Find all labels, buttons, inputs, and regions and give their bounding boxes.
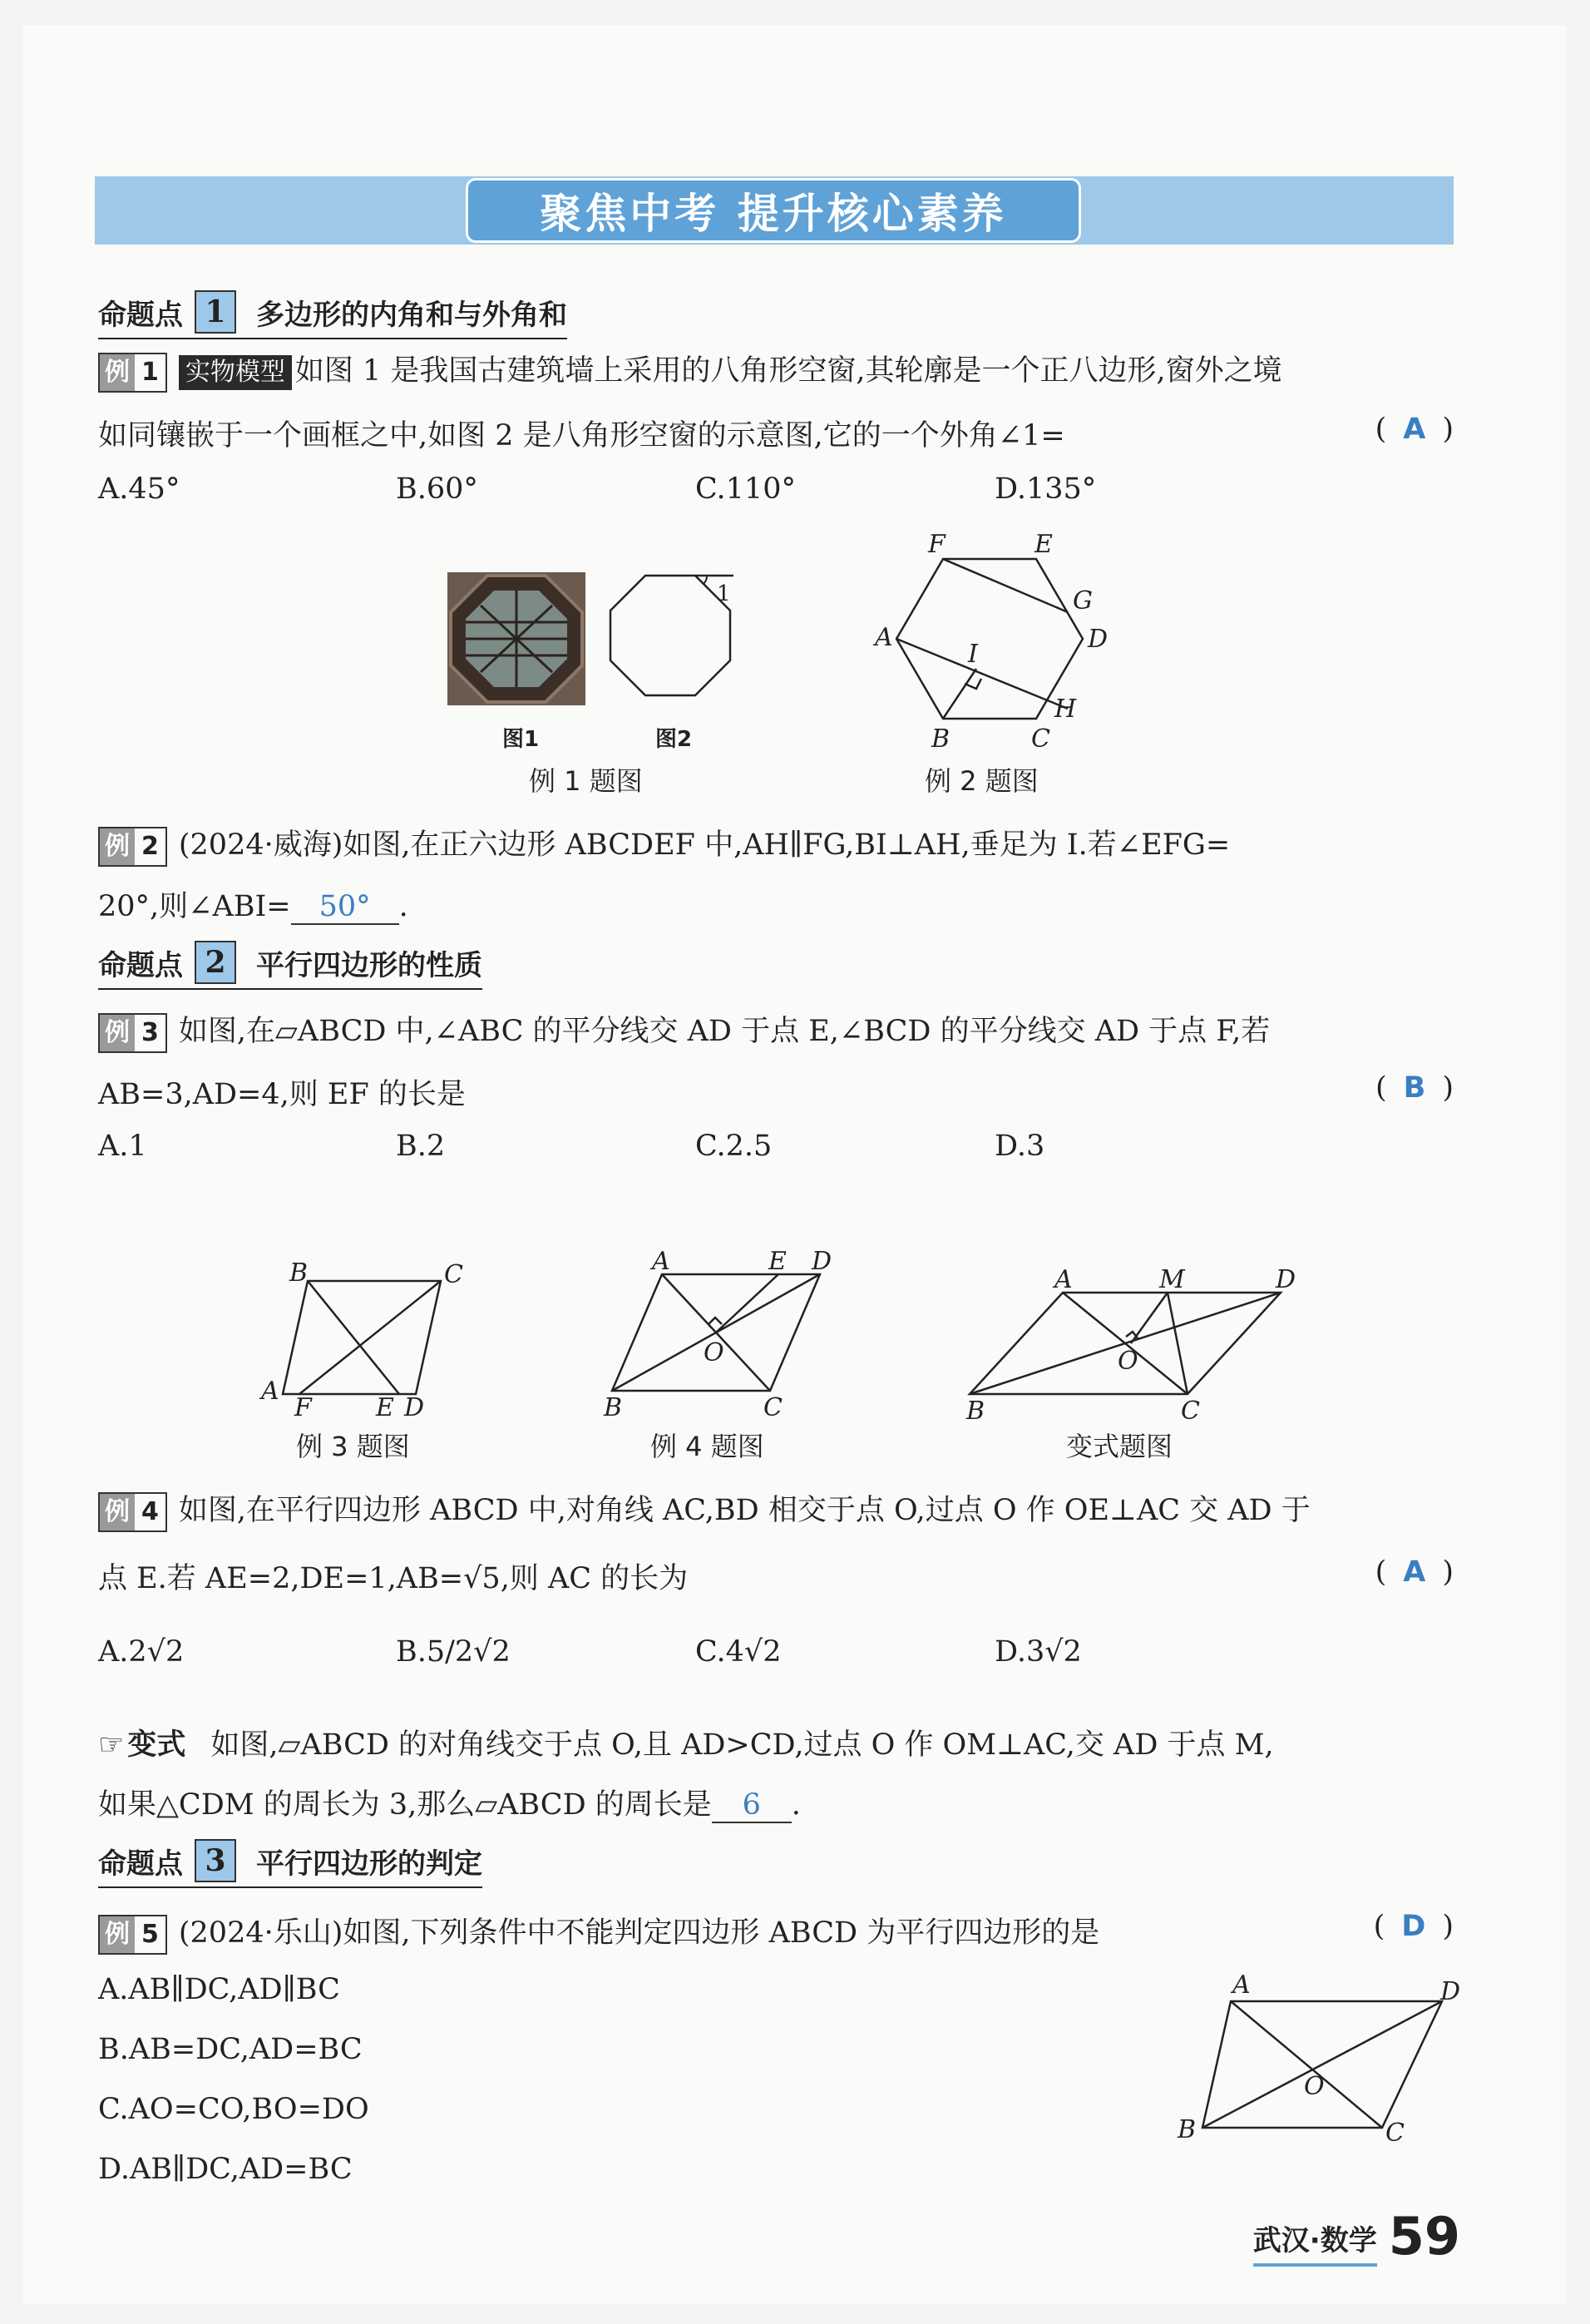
example-badge-number: 3 <box>141 1017 159 1047</box>
svg-text:C: C <box>763 1393 783 1422</box>
example-4-line-1 <box>98 1487 1311 1532</box>
page-footer <box>1253 2206 1460 2267</box>
example-1-answer: ( A ) <box>1375 413 1454 446</box>
svg-text:C: C <box>444 1260 463 1289</box>
topic-number: 3 <box>195 1839 236 1882</box>
example-badge-label: 例 <box>100 1494 135 1530</box>
example-2-line-1 <box>98 822 1230 867</box>
svg-text:O: O <box>1118 1347 1138 1376</box>
topic-prefix: 命题点 <box>98 298 183 332</box>
example-text: AB=3,AD=4,则 EF 的长是 <box>98 1078 466 1111</box>
example-4-line-2 <box>98 1555 688 1597</box>
example-badge <box>98 1492 167 1532</box>
answer-blank: 6 <box>712 1788 792 1823</box>
topic-heading-2 <box>98 937 482 990</box>
example-text: 点 E.若 AE=2,DE=1,AB=√5,则 AC 的长为 <box>98 1562 689 1595</box>
section-banner-title: 聚焦中考 提升核心素养 <box>540 190 1007 238</box>
svg-text:C: C <box>1181 1397 1200 1422</box>
svg-text:B: B <box>966 1397 985 1422</box>
option-c: C.110° <box>695 472 796 506</box>
option-a: A.2√2 <box>98 1635 185 1669</box>
example-1-caption: 例 1 题图 <box>529 765 643 797</box>
example-badge <box>98 1915 167 1955</box>
footer-label: 武汉·数学 <box>1253 2218 1377 2267</box>
option-d: D.3√2 <box>995 1635 1082 1669</box>
example-badge <box>98 1013 167 1053</box>
example-3-diagram <box>249 1256 482 1422</box>
example-badge <box>98 827 167 867</box>
topic-prefix: 命题点 <box>98 1847 183 1881</box>
topic-title: 平行四边形的性质 <box>256 948 482 982</box>
svg-text:A: A <box>261 1377 279 1406</box>
option-a: A.45° <box>98 472 180 506</box>
example-4-diagram <box>590 1243 848 1426</box>
label-b: B <box>931 724 951 754</box>
page-number: 59 <box>1388 2206 1460 2267</box>
example-3-answer: ( B ) <box>1375 1071 1454 1105</box>
octagon-window-photo <box>447 572 585 705</box>
example-3-line-2 <box>98 1071 466 1113</box>
example-4-caption: 例 4 题图 <box>650 1431 764 1462</box>
svg-text:C: C <box>1385 2119 1405 2146</box>
example-text: 如图 1 是我国古建筑墙上采用的八角形空窗,其轮廓是一个正八边形,窗外之境 <box>294 354 1282 388</box>
variant-line-2: 如果△CDM 的周长为 3,那么▱ABCD 的周长是 6 . <box>98 1788 801 1822</box>
example-badge-label: 例 <box>100 1916 135 1953</box>
example-5-answer: ( D ) <box>1373 1910 1454 1943</box>
section-banner-title-box <box>466 178 1081 243</box>
example-text: 如同镶嵌于一个画框之中,如图 2 是八角形空窗的示意图,它的一个外角∠1= <box>98 419 1065 452</box>
svg-text:E: E <box>768 1247 787 1276</box>
example-text: 如图,在平行四边形 ABCD 中,对角线 AC,BD 相交于点 O,过点 O 作 OE⊥AC 交 AD 于 <box>178 1494 1311 1527</box>
example-4-answer: ( A ) <box>1375 1555 1454 1589</box>
option-b: B.60° <box>396 472 478 506</box>
label-c: C <box>1031 724 1050 754</box>
topic-title: 多边形的内角和与外角和 <box>256 298 567 332</box>
example-text: (2024·威海)如图,在正六边形 ABCDEF 中,AH∥FG,BI⊥AH,垂足为 I.若∠EFG= <box>178 828 1231 862</box>
example-5-diagram <box>1164 1971 1480 2146</box>
option-c: C.AO=CO,BO=DO <box>98 2093 369 2126</box>
svg-text:D: D <box>1276 1265 1296 1294</box>
example-badge-number: 2 <box>141 831 159 861</box>
svg-text:O: O <box>1304 2072 1325 2101</box>
option-c: C.2.5 <box>695 1130 773 1163</box>
example-5-line-1 <box>98 1910 1099 1955</box>
example-badge-number: 5 <box>141 1919 159 1949</box>
option-c: C.4√2 <box>695 1635 782 1669</box>
option-a: A.AB∥DC,AD∥BC <box>98 1973 340 2006</box>
svg-text:D: D <box>1440 1977 1461 2006</box>
example-badge-number: 4 <box>141 1496 159 1526</box>
example-badge-label: 例 <box>100 828 135 865</box>
option-d: D.3 <box>995 1130 1045 1163</box>
label-g: G <box>1073 586 1093 616</box>
pointing-hand-icon: ☞ <box>98 1728 125 1762</box>
label-d: D <box>1088 625 1109 654</box>
example-text: 如图,在▱ABCD 中,∠ABC 的平分线交 AD 于点 E,∠BCD 的平分线交 AD 于点 F,若 <box>178 1015 1271 1048</box>
octagon-diagram <box>600 571 742 704</box>
example-3-caption: 例 3 题图 <box>296 1431 410 1462</box>
example-badge-label: 例 <box>100 1015 135 1051</box>
variant-label: 变式 <box>127 1728 186 1762</box>
example-1-line-2 <box>98 413 1065 454</box>
label-h: H <box>1054 695 1077 724</box>
label-f: F <box>928 530 946 559</box>
example-1-line-1 <box>98 348 1282 393</box>
example-3-line-1 <box>98 1008 1270 1053</box>
topic-number: 2 <box>195 941 236 984</box>
topic-prefix: 命题点 <box>98 948 183 982</box>
svg-text:A: A <box>652 1247 670 1276</box>
option-b: B.AB=DC,AD=BC <box>98 2033 363 2066</box>
answer-blank: 50° <box>291 890 399 925</box>
example-2-line-2: 20°,则∠ABI= 50° . <box>98 890 408 923</box>
figure-1-label: 图1 <box>502 727 540 752</box>
variant-caption: 变式题图 <box>1066 1431 1173 1462</box>
example-badge-label: 例 <box>100 354 135 391</box>
variant-line-1 <box>98 1722 1274 1763</box>
example-badge <box>98 353 167 393</box>
label-i: I <box>968 640 978 669</box>
svg-text:D: D <box>404 1393 425 1422</box>
topic-heading-3 <box>98 1835 482 1888</box>
svg-text:F: F <box>294 1393 312 1422</box>
option-b: B.2 <box>396 1130 446 1163</box>
topic-title: 平行四边形的判定 <box>256 1847 482 1881</box>
svg-text:O: O <box>704 1338 724 1367</box>
svg-text:A: A <box>1232 1971 1251 2000</box>
option-d: D.AB∥DC,AD=BC <box>98 2153 353 2186</box>
option-b: B.5/2√2 <box>396 1635 511 1669</box>
svg-text:A: A <box>1054 1265 1073 1294</box>
example-badge-number: 1 <box>141 357 159 387</box>
example-2-caption: 例 2 题图 <box>925 765 1039 797</box>
svg-text:B: B <box>1178 2115 1197 2144</box>
topic-number: 1 <box>195 290 236 334</box>
option-a: A.1 <box>98 1130 147 1163</box>
label-a: A <box>875 623 893 652</box>
variant-diagram <box>956 1256 1306 1422</box>
option-d: D.135° <box>995 472 1097 506</box>
hexagon-diagram <box>865 529 1123 754</box>
svg-text:B: B <box>604 1393 623 1422</box>
figure-2-label: 图2 <box>655 727 693 752</box>
variant-text: 如图,▱ABCD 的对角线交于点 O,且 AD>CD,过点 O 作 OM⊥AC,交 AD 于点 M, <box>210 1728 1274 1762</box>
topic-heading-1 <box>98 286 567 339</box>
svg-text:E: E <box>376 1393 394 1422</box>
angle-1-label: 1 <box>717 581 731 606</box>
svg-text:M: M <box>1159 1265 1185 1294</box>
svg-text:D: D <box>812 1247 832 1276</box>
svg-text:B: B <box>289 1258 309 1288</box>
label-e: E <box>1034 530 1053 559</box>
example-text: (2024·乐山)如图,下列条件中不能判定四边形 ABCD 为平行四边形的是 <box>178 1916 1100 1950</box>
model-tag: 实物模型 <box>179 355 292 390</box>
